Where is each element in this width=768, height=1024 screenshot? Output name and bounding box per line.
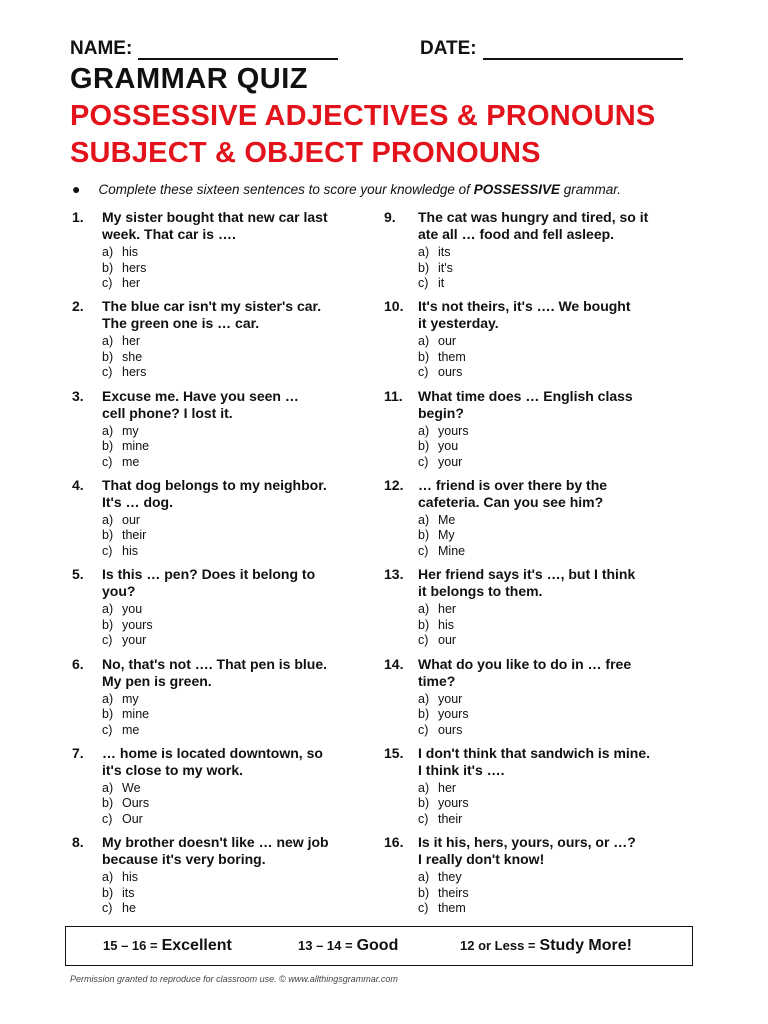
option-text: mine [122,707,150,721]
option-letter: b) [418,349,430,364]
answer-option-a [418,870,469,886]
question-number: 10. [384,298,404,315]
question-text [418,834,688,868]
question-text [418,298,688,332]
option-letter: a) [418,423,430,438]
instruction-emphasis: POSSESSIVE [473,181,560,197]
option-text: her [122,334,141,349]
option-text: my [122,691,139,706]
answer-option-c [418,276,453,292]
option-text: its [122,885,135,900]
option-text: hers [122,260,147,275]
option-letter: b) [418,528,430,543]
answer-option-c [102,901,138,917]
option-text: them [438,349,466,364]
option-letter: c) [418,454,429,469]
answer-options [418,334,466,381]
answer-options [418,870,469,917]
answer-option-b [102,707,149,723]
question-line: … home is located downtown, so [102,744,323,761]
question-number: 15. [384,744,404,761]
question-text [418,388,688,422]
option-letter: b) [102,439,114,454]
question-line: The cat was hungry and tired, so it [418,209,649,225]
option-text: its [438,245,451,259]
subtitle-possessive: POSSESSIVE ADJECTIVES & PRONOUNS [70,100,656,132]
option-letter: c) [102,365,113,380]
answer-option-c [102,455,149,471]
answer-options [418,513,465,560]
answer-options [418,424,469,471]
option-text: her [438,602,457,617]
option-letter: a) [418,334,430,349]
answer-option-a [102,781,149,797]
option-text: ours [438,722,463,737]
question-line: My pen is green. [102,672,212,689]
score-box [65,926,693,966]
question-line: time? [418,672,456,689]
option-letter: a) [102,780,114,795]
question-line: I think it's …. [418,761,505,778]
answer-option-c [102,544,146,560]
answer-options [102,781,149,828]
answer-options [418,602,456,649]
question-text [102,745,377,779]
question-text [102,298,377,332]
option-letter: a) [102,245,114,259]
question-line: because it's very boring. [102,851,266,868]
answer-option-c [102,812,149,828]
option-letter: a) [418,602,430,617]
question-number: 9. [384,209,396,225]
option-text: Mine [438,543,466,558]
answer-options [102,424,149,471]
question-line: No, that's not …. That pen is blue. [102,655,327,672]
option-letter: a) [418,512,430,527]
question-line: That dog belongs to my neighbor. [102,476,327,493]
answer-option-c [102,365,146,381]
score-result: Good [356,937,399,954]
answer-option-a [102,602,153,618]
question-number: 4. [72,476,84,493]
answer-option-c [418,901,469,917]
answer-options [418,245,453,292]
question-line: The blue car isn't my sister's car. [102,298,322,315]
option-text: our [122,512,141,527]
option-text: his [122,870,138,885]
answer-options [102,870,138,917]
question-number: 3. [72,387,84,404]
question-text [102,209,377,243]
answer-option-a [102,692,149,708]
question-line: It's … dog. [102,493,173,510]
answer-option-c [418,723,469,739]
option-text: ours [438,365,463,380]
option-letter: b) [418,260,430,275]
question-line: cafeteria. Can you see him? [418,493,604,510]
option-letter: b) [102,796,114,811]
question-line: I really don't know! [418,851,545,868]
option-letter: c) [102,722,113,737]
option-letter: a) [102,423,114,438]
option-text: We [122,780,141,795]
option-text: her [122,276,141,290]
option-text: me [122,454,140,469]
header-row [70,38,700,62]
answer-options [418,692,469,739]
answer-option-b [102,886,138,902]
answer-option-b [418,618,456,634]
option-letter: c) [418,722,429,737]
question-line: What time does … English class [418,387,633,404]
answer-option-b [102,618,153,634]
option-text: their [122,528,147,543]
option-letter: a) [102,870,114,885]
question-number: 5. [72,566,84,583]
option-letter: a) [102,691,114,706]
question-line: Excuse me. Have you seen … [102,387,299,404]
option-letter: b) [102,885,114,900]
answer-option-c [418,455,469,471]
option-text: she [122,349,143,364]
option-text: our [438,334,457,349]
question-line: begin? [418,404,464,421]
option-letter: b) [102,528,114,543]
option-letter: b) [102,349,114,364]
option-letter: c) [418,633,429,648]
answer-option-c [102,633,153,649]
option-letter: c) [418,365,429,380]
option-text: hers [122,365,147,380]
question-text [418,566,688,600]
option-letter: b) [418,796,430,811]
date-label: DATE: [420,38,477,59]
question-number: 6. [72,655,84,672]
bullet-icon: ● [72,181,81,197]
option-text: me [122,722,140,737]
question-number: 7. [72,744,84,761]
answer-option-c [418,365,466,381]
question-number: 11. [384,387,403,404]
answer-option-a [102,424,149,440]
option-letter: c) [418,811,429,826]
answer-option-b [102,796,149,812]
page-title: GRAMMAR QUIZ [70,63,308,95]
answer-option-c [102,723,149,739]
date-field [420,38,683,60]
question-line: I don't think that sandwich is mine. [418,744,651,761]
question-line: The green one is … car. [102,315,260,332]
option-text: yours [122,617,153,632]
question-line: My brother doesn't like … new job [102,834,329,851]
answer-option-c [418,544,465,560]
answer-options [102,245,146,292]
option-text: you [438,439,459,454]
score-range: 13 – 14 = [298,938,353,953]
answer-option-b [418,886,469,902]
option-letter: b) [418,439,430,454]
answer-option-b [102,261,146,277]
answer-option-a [102,870,138,886]
option-text: it [438,276,445,290]
question-line: cell phone? I lost it. [102,404,233,421]
option-text: her [438,780,457,795]
question-text [102,656,377,690]
option-letter: c) [102,633,113,648]
question-text [418,656,688,690]
answer-option-b [102,350,146,366]
option-letter: b) [102,707,114,721]
question-number: 2. [72,298,84,315]
name-field [70,38,338,60]
question-line: ate all … food and fell asleep. [418,226,615,242]
question-number: 1. [72,209,84,225]
question-text [418,477,688,511]
question-line: Her friend says it's …, but I think [418,566,636,583]
option-text: his [438,617,454,632]
answer-option-a [418,781,469,797]
option-text: Our [122,811,143,826]
option-letter: c) [418,543,429,558]
option-text: mine [122,439,150,454]
question-text [418,745,688,779]
option-text: my [122,423,139,438]
answer-option-b [418,350,466,366]
answer-option-a [418,245,453,261]
score-excellent [103,937,232,955]
question-line: it yesterday. [418,315,499,332]
answer-option-a [418,692,469,708]
option-text: his [122,245,138,259]
option-letter: b) [102,260,114,275]
answer-option-b [418,796,469,812]
answer-option-b [418,439,469,455]
answer-options [102,334,146,381]
option-text: My [438,528,455,543]
option-text: yours [438,707,469,721]
instruction-before: Complete these sixteen sentences to score your knowledge of [98,181,474,197]
option-letter: b) [102,617,114,632]
option-text: our [438,633,457,648]
option-letter: c) [102,901,113,916]
question-number: 16. [384,834,404,851]
option-text: theirs [438,885,469,900]
instruction [72,181,621,197]
option-letter: c) [418,276,429,290]
question-line: week. That car is …. [102,226,236,242]
question-text [102,388,377,422]
option-text: your [122,633,147,648]
score-result: Study More! [539,937,632,954]
option-text: your [438,454,463,469]
question-text [102,834,377,868]
option-text: his [122,543,138,558]
option-text: them [438,901,466,916]
option-text: Me [438,512,456,527]
answer-option-a [102,245,146,261]
option-letter: b) [418,617,430,632]
option-letter: a) [102,602,114,617]
option-letter: c) [102,543,113,558]
instruction-text [98,182,621,197]
name-blank-line [138,40,338,60]
answer-option-b [102,439,149,455]
answer-options [418,781,469,828]
question-text [102,477,377,511]
answer-option-a [102,513,146,529]
question-line: What do you like to do in … free [418,655,632,672]
question-number: 13. [384,566,404,583]
answer-option-a [418,424,469,440]
question-line: My sister bought that new car last [102,209,328,225]
answer-option-b [418,261,453,277]
answer-option-b [418,528,465,544]
option-letter: c) [418,901,429,916]
answer-option-c [418,812,469,828]
score-good [298,937,398,955]
option-letter: a) [418,780,430,795]
option-letter: c) [102,276,113,290]
question-line: it belongs to them. [418,583,543,600]
score-result: Excellent [161,937,232,954]
option-text: you [122,602,143,617]
option-letter: a) [418,691,430,706]
question-line: Is it his, hers, yours, ours, or …? [418,834,636,851]
option-text: yours [438,796,469,811]
option-text: Ours [122,796,150,811]
answer-option-a [418,513,465,529]
question-number: 14. [384,655,404,672]
answer-option-c [418,633,456,649]
option-letter: b) [418,707,430,721]
answer-option-b [102,528,146,544]
question-line: you? [102,583,136,600]
option-text: it's [438,260,453,275]
answer-option-a [102,334,146,350]
score-study-more [460,937,632,955]
answer-option-a [418,334,466,350]
option-letter: c) [102,811,113,826]
answer-option-b [418,707,469,723]
answer-option-c [102,276,146,292]
option-text: he [122,901,136,916]
option-letter: b) [418,885,430,900]
option-letter: a) [102,512,114,527]
answer-option-a [418,602,456,618]
answer-options [102,692,149,739]
option-letter: a) [102,334,114,349]
score-range: 12 or Less = [460,938,536,953]
subtitle-pronouns: SUBJECT & OBJECT PRONOUNS [70,137,541,169]
option-text: your [438,691,463,706]
option-text: their [438,811,463,826]
answer-options [102,513,146,560]
option-letter: a) [418,870,430,885]
question-number: 12. [384,476,404,493]
option-letter: a) [418,245,430,259]
question-line: Is this … pen? Does it belong to [102,566,316,583]
question-line: … friend is over there by the [418,476,608,493]
option-text: they [438,870,462,885]
name-label: NAME: [70,38,133,59]
answer-options [102,602,153,649]
question-number: 8. [72,834,84,851]
question-line: It's not theirs, it's …. We bought [418,298,631,315]
option-text: yours [438,423,469,438]
question-text [102,566,377,600]
footer-copyright: Permission granted to reproduce for classroom use. © www.allthingsgrammar.com [70,974,398,984]
date-blank-line [483,40,683,60]
option-letter: c) [102,454,113,469]
instruction-after: grammar. [559,181,621,197]
question-line: it's close to my work. [102,761,244,778]
question-text [418,209,688,243]
score-range: 15 – 16 = [103,938,158,953]
